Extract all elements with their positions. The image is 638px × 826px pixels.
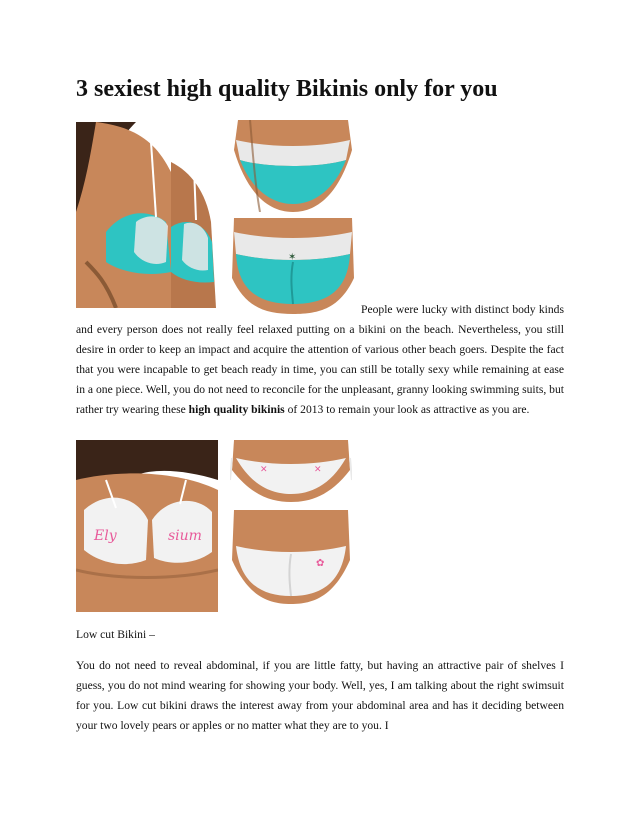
white-bikini-bottom-front-photo — [230, 440, 352, 502]
turquoise-bikini-bottom-front-photo — [230, 120, 356, 212]
white-bikini-bottom-back-photo — [230, 510, 352, 604]
turquoise-bikini-top-photo — [76, 122, 218, 308]
svg-text:Ely: Ely — [94, 528, 117, 544]
low-cut-bikini-heading: Low cut Bikini – — [76, 628, 155, 641]
intro-paragraph-text-2: of 2013 to remain your look as attractive as you are. — [284, 403, 530, 416]
page-title: 3 sexiest high quality Bikinis only for you — [76, 76, 498, 102]
svg-text:✕: ✕ — [314, 465, 322, 475]
svg-text:sium: sium — [168, 528, 202, 544]
svg-text:✿: ✿ — [316, 558, 325, 569]
high-quality-bikinis-bold: high quality bikinis — [188, 403, 285, 416]
intro-paragraph — [76, 300, 564, 420]
intro-paragraph-text-1: People were lucky with distinct body kinds and every person does not really feel relaxed putting on a bikini on the beach. Nevertheless, you still desire in order to keep an impact and acquire the attention of various other beach goers. Despite the fact that you were incapable to get beach ready in time, you can still be totally sexy while remaining at ease in a one piece. Well, you do not need to reconcile for the unpleasant, granny looking swimming suits, but rather try wearing these — [76, 303, 564, 416]
svg-text:✶: ✶ — [288, 252, 297, 263]
svg-text:✕: ✕ — [260, 465, 268, 475]
low-cut-bikini-paragraph: You do not need to reveal abdominal, if you are little fatty, but having an attractive pair of shelves I guess, you do not mind wearing for showing your body. Well, yes, I am talking about the right swimsuit for you. Low cut bikini draws the interest away from your abdominal area and has it deciding between your two lovely pears or apples or no matter what they are to you. I — [76, 659, 564, 732]
white-bikini-top-photo — [76, 440, 218, 612]
